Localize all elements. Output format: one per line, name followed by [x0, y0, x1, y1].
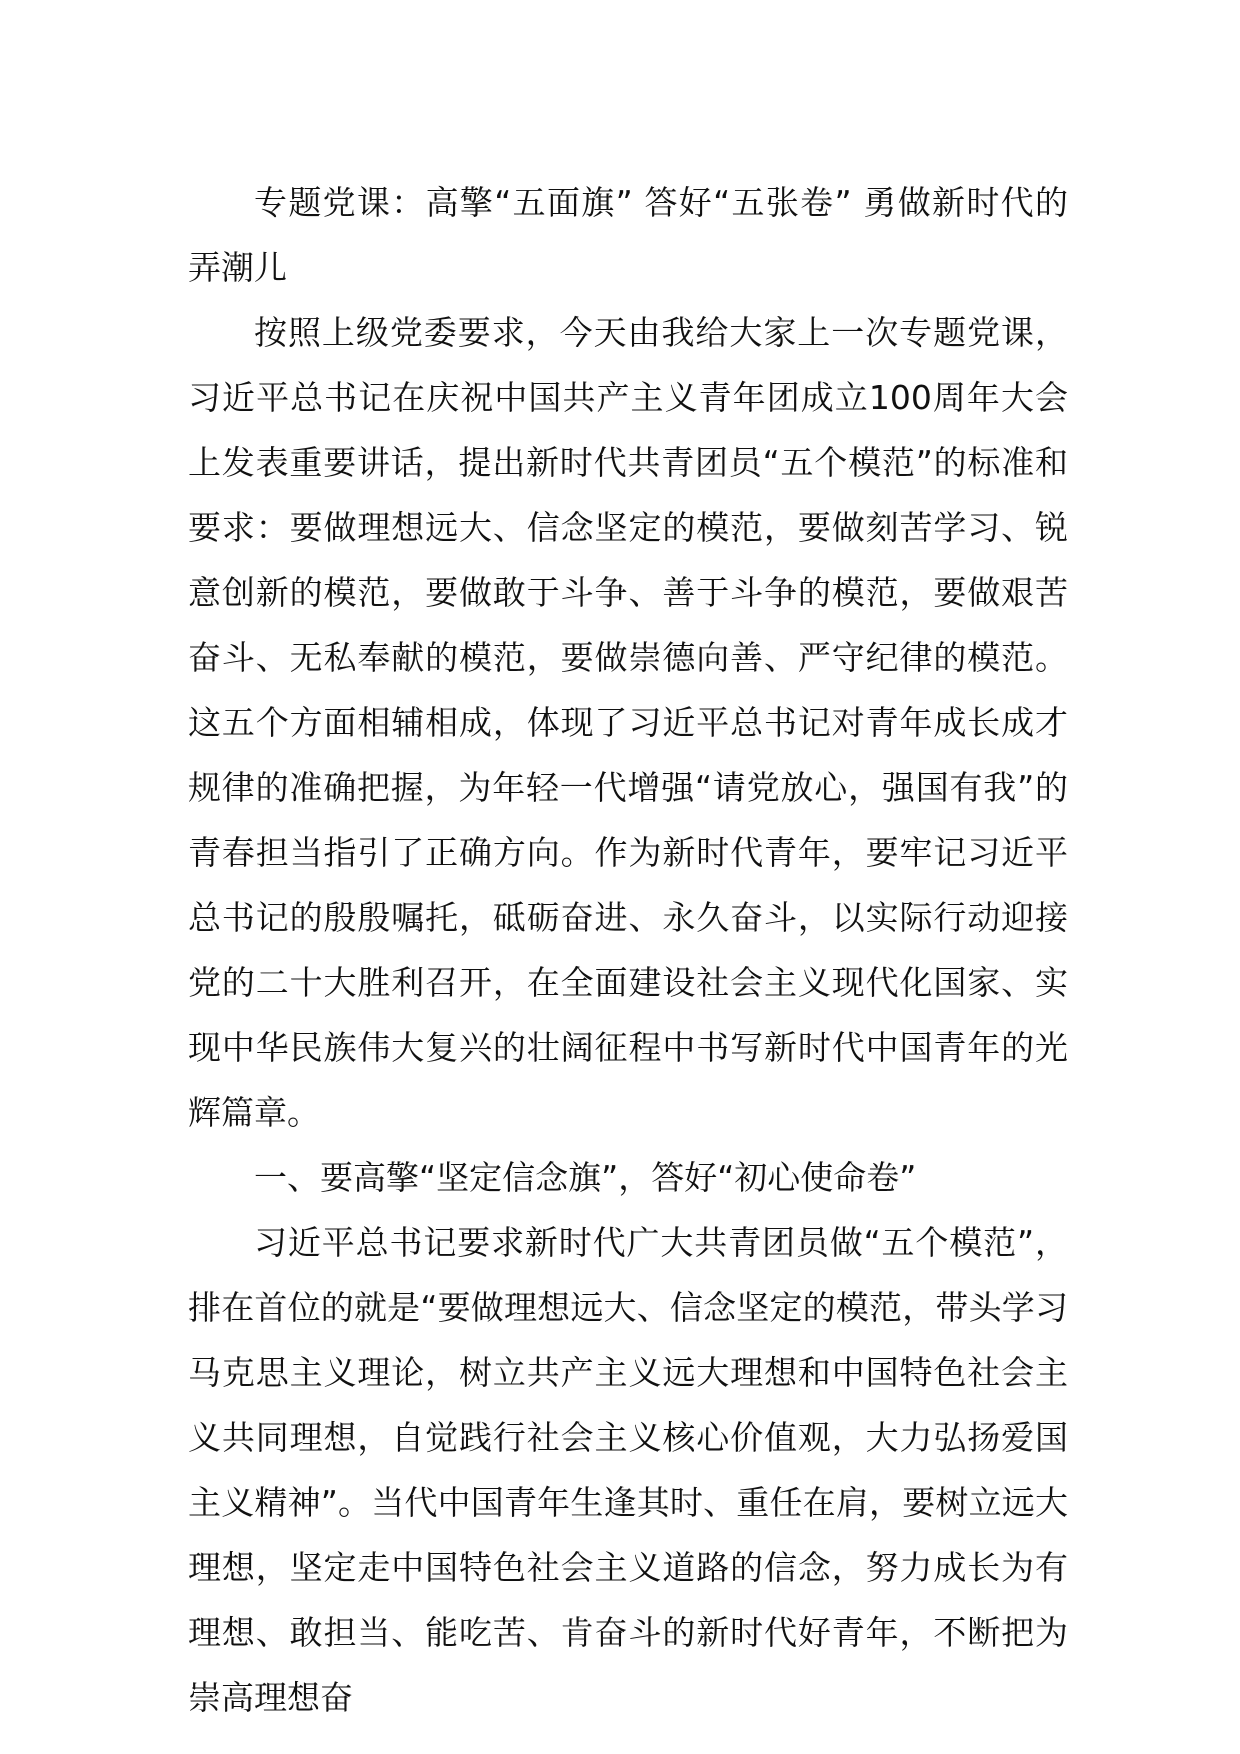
- section-heading-1: 一、要高擎“坚定信念旗”，答好“初心使命卷”: [254, 1158, 917, 1197]
- document-body: [188, 170, 1068, 1730]
- paragraph-section-1: 习近平总书记要求新时代广大共青团员做“五个模范”，排在首位的就是“要做理想远大、信念坚定的模范，带头学习马克思主义理论，树立共产主义远大理想和中国特色社会主义共同理想，自觉践行社会主义核心价值观，大力弘扬爱国主义精神”。当代中国青年生逢其时、重任在肩，要树立远大理想，坚定走中国特色社会主义道路的信念，努力成长为有理想、敢担当、能吃苦、肯奋斗的新时代好青年，不断把为崇高理想奋: [188, 1223, 1068, 1717]
- paragraph-intro: 按照上级党委要求，今天由我给大家上一次专题党课，习近平总书记在庆祝中国共产主义青年团成立100周年大会上发表重要讲话，提出新时代共青团员“五个模范”的标准和要求：要做理想远大、信念坚定的模范，要做刻苦学习、锐意创新的模范，要做敢于斗争、善于斗争的模范，要做艰苦奋斗、无私奉献的模范，要做崇德向善、严守纪律的模范。这五个方面相辅相成，体现了习近平总书记对青年成长成才规律的准确把握，为年轻一代增强“请党放心，强国有我”的青春担当指引了正确方向。作为新时代青年，要牢记习近平总书记的殷殷嘱托，砥砺奋进、永久奋斗，以实际行动迎接党的二十大胜利召开，在全面建设社会主义现代化国家、实现中华民族伟大复兴的壮阔征程中书写新时代中国青年的光辉篇章。: [188, 313, 1068, 1132]
- document-title: 专题党课：高擎“五面旗” 答好“五张卷” 勇做新时代的弄潮儿: [188, 183, 1068, 287]
